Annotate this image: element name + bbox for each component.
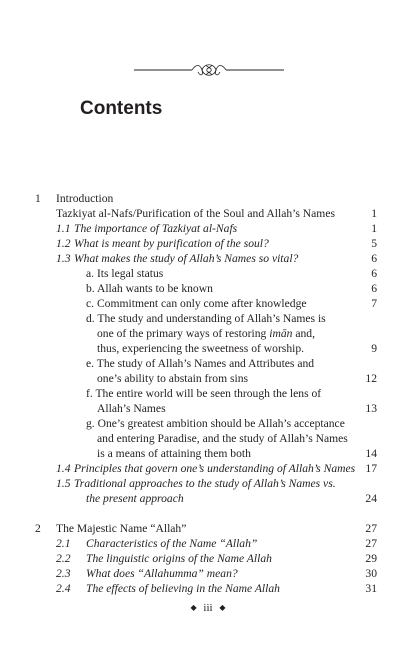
toc-entry-number: 1.1	[56, 222, 71, 235]
toc-page: 6	[371, 282, 377, 295]
toc-subentry-continued[interactable]: one’s ability to abstain from sins	[97, 372, 249, 385]
toc-page: 9	[371, 342, 377, 355]
toc-subentry[interactable]: a. Its legal status	[86, 267, 164, 280]
toc-subentry-continued[interactable]: thus, experiencing the sweetness of worship.	[97, 342, 305, 355]
toc-entry-number: 2.4	[56, 582, 71, 595]
toc-subentry[interactable]: g. One’s greatest ambition should be Allah’s acceptance	[86, 417, 345, 430]
toc-page: 7	[371, 297, 377, 310]
toc-entry[interactable]: What makes the study of Allah’s Names so vital?	[74, 252, 299, 265]
toc-entry-number: 2.2	[56, 552, 71, 565]
toc-subentry[interactable]: c. Commitment can only come after knowledge	[86, 297, 307, 310]
toc-subentry-continued[interactable]: Allah’s Names	[97, 402, 166, 415]
toc-entry-number: 1.4	[56, 462, 71, 475]
toc-page: 31	[365, 582, 377, 595]
toc-entry-number: 2.1	[56, 537, 71, 550]
toc-page: 6	[371, 252, 377, 265]
toc-page: 6	[371, 267, 377, 280]
toc-entry[interactable]: The effects of believing in the Name Allah	[86, 582, 280, 595]
toc-entry[interactable]: The importance of Tazkiyat al-Nafs	[74, 222, 238, 235]
toc-subentry[interactable]: d. The study and understanding of Allah’s Names is	[86, 312, 326, 325]
toc-entry[interactable]: What is meant by purification of the soul?	[74, 237, 269, 250]
toc-page: 29	[365, 552, 377, 565]
toc-page: 1	[371, 222, 377, 235]
toc-entry[interactable]: The linguistic origins of the Name Allah	[86, 552, 272, 565]
toc-entry[interactable]: Tazkiyat al-Nafs/Purification of the Soul and Allah’s Names	[56, 207, 335, 220]
toc-page: 13	[365, 402, 377, 415]
toc-page: 17	[365, 462, 377, 475]
toc-page: 12	[365, 372, 377, 385]
toc-entry-number: 1.5	[56, 477, 71, 490]
toc-page: 24	[365, 492, 377, 505]
chapter-number: 2	[35, 522, 41, 535]
page-number: iii	[203, 602, 213, 614]
chapter-number: 1	[35, 192, 41, 205]
toc-subentry-continued[interactable]: and entering Paradise, and the study of Allah’s Names	[97, 432, 348, 445]
toc-entry[interactable]: Characteristics of the Name “Allah”	[86, 537, 258, 550]
toc-page: 1	[371, 207, 377, 220]
page-footer	[0, 602, 416, 614]
toc-page: 5	[371, 237, 377, 250]
diamond-bullet-icon: ◆	[190, 603, 197, 612]
toc-subentry-continued[interactable]: is a means of attaining them both	[97, 447, 251, 460]
toc-entry-continued[interactable]: the present approach	[86, 492, 184, 505]
chapter-title[interactable]: Introduction	[56, 192, 114, 205]
toc-subentry-continued[interactable]: one of the primary ways of restoring imān and,	[97, 327, 315, 340]
toc-entry[interactable]: Traditional approaches to the study of Allah’s Names vs.	[74, 477, 336, 490]
page-title: Contents	[80, 98, 163, 119]
toc-entry-number: 1.3	[56, 252, 71, 265]
toc-page: 27	[365, 522, 377, 535]
diamond-bullet-icon: ◆	[219, 603, 226, 612]
toc-entry[interactable]: What does “Allahumma” mean?	[86, 567, 238, 580]
toc-entry[interactable]: Principles that govern one’s understanding of Allah’s Names	[74, 462, 356, 475]
toc-subentry[interactable]: b. Allah wants to be known	[86, 282, 213, 295]
toc-subentry[interactable]: f. The entire world will be seen through the lens of	[86, 387, 322, 400]
toc-page: 30	[365, 567, 377, 580]
chapter-title[interactable]: The Majestic Name “Allah”	[56, 522, 187, 535]
toc-entry-number: 2.3	[56, 567, 71, 580]
toc-entry-number: 1.2	[56, 237, 71, 250]
toc-page: 27	[365, 537, 377, 550]
toc-page: 14	[365, 447, 377, 460]
toc-subentry[interactable]: e. The study of Allah’s Names and Attributes and	[86, 357, 315, 370]
